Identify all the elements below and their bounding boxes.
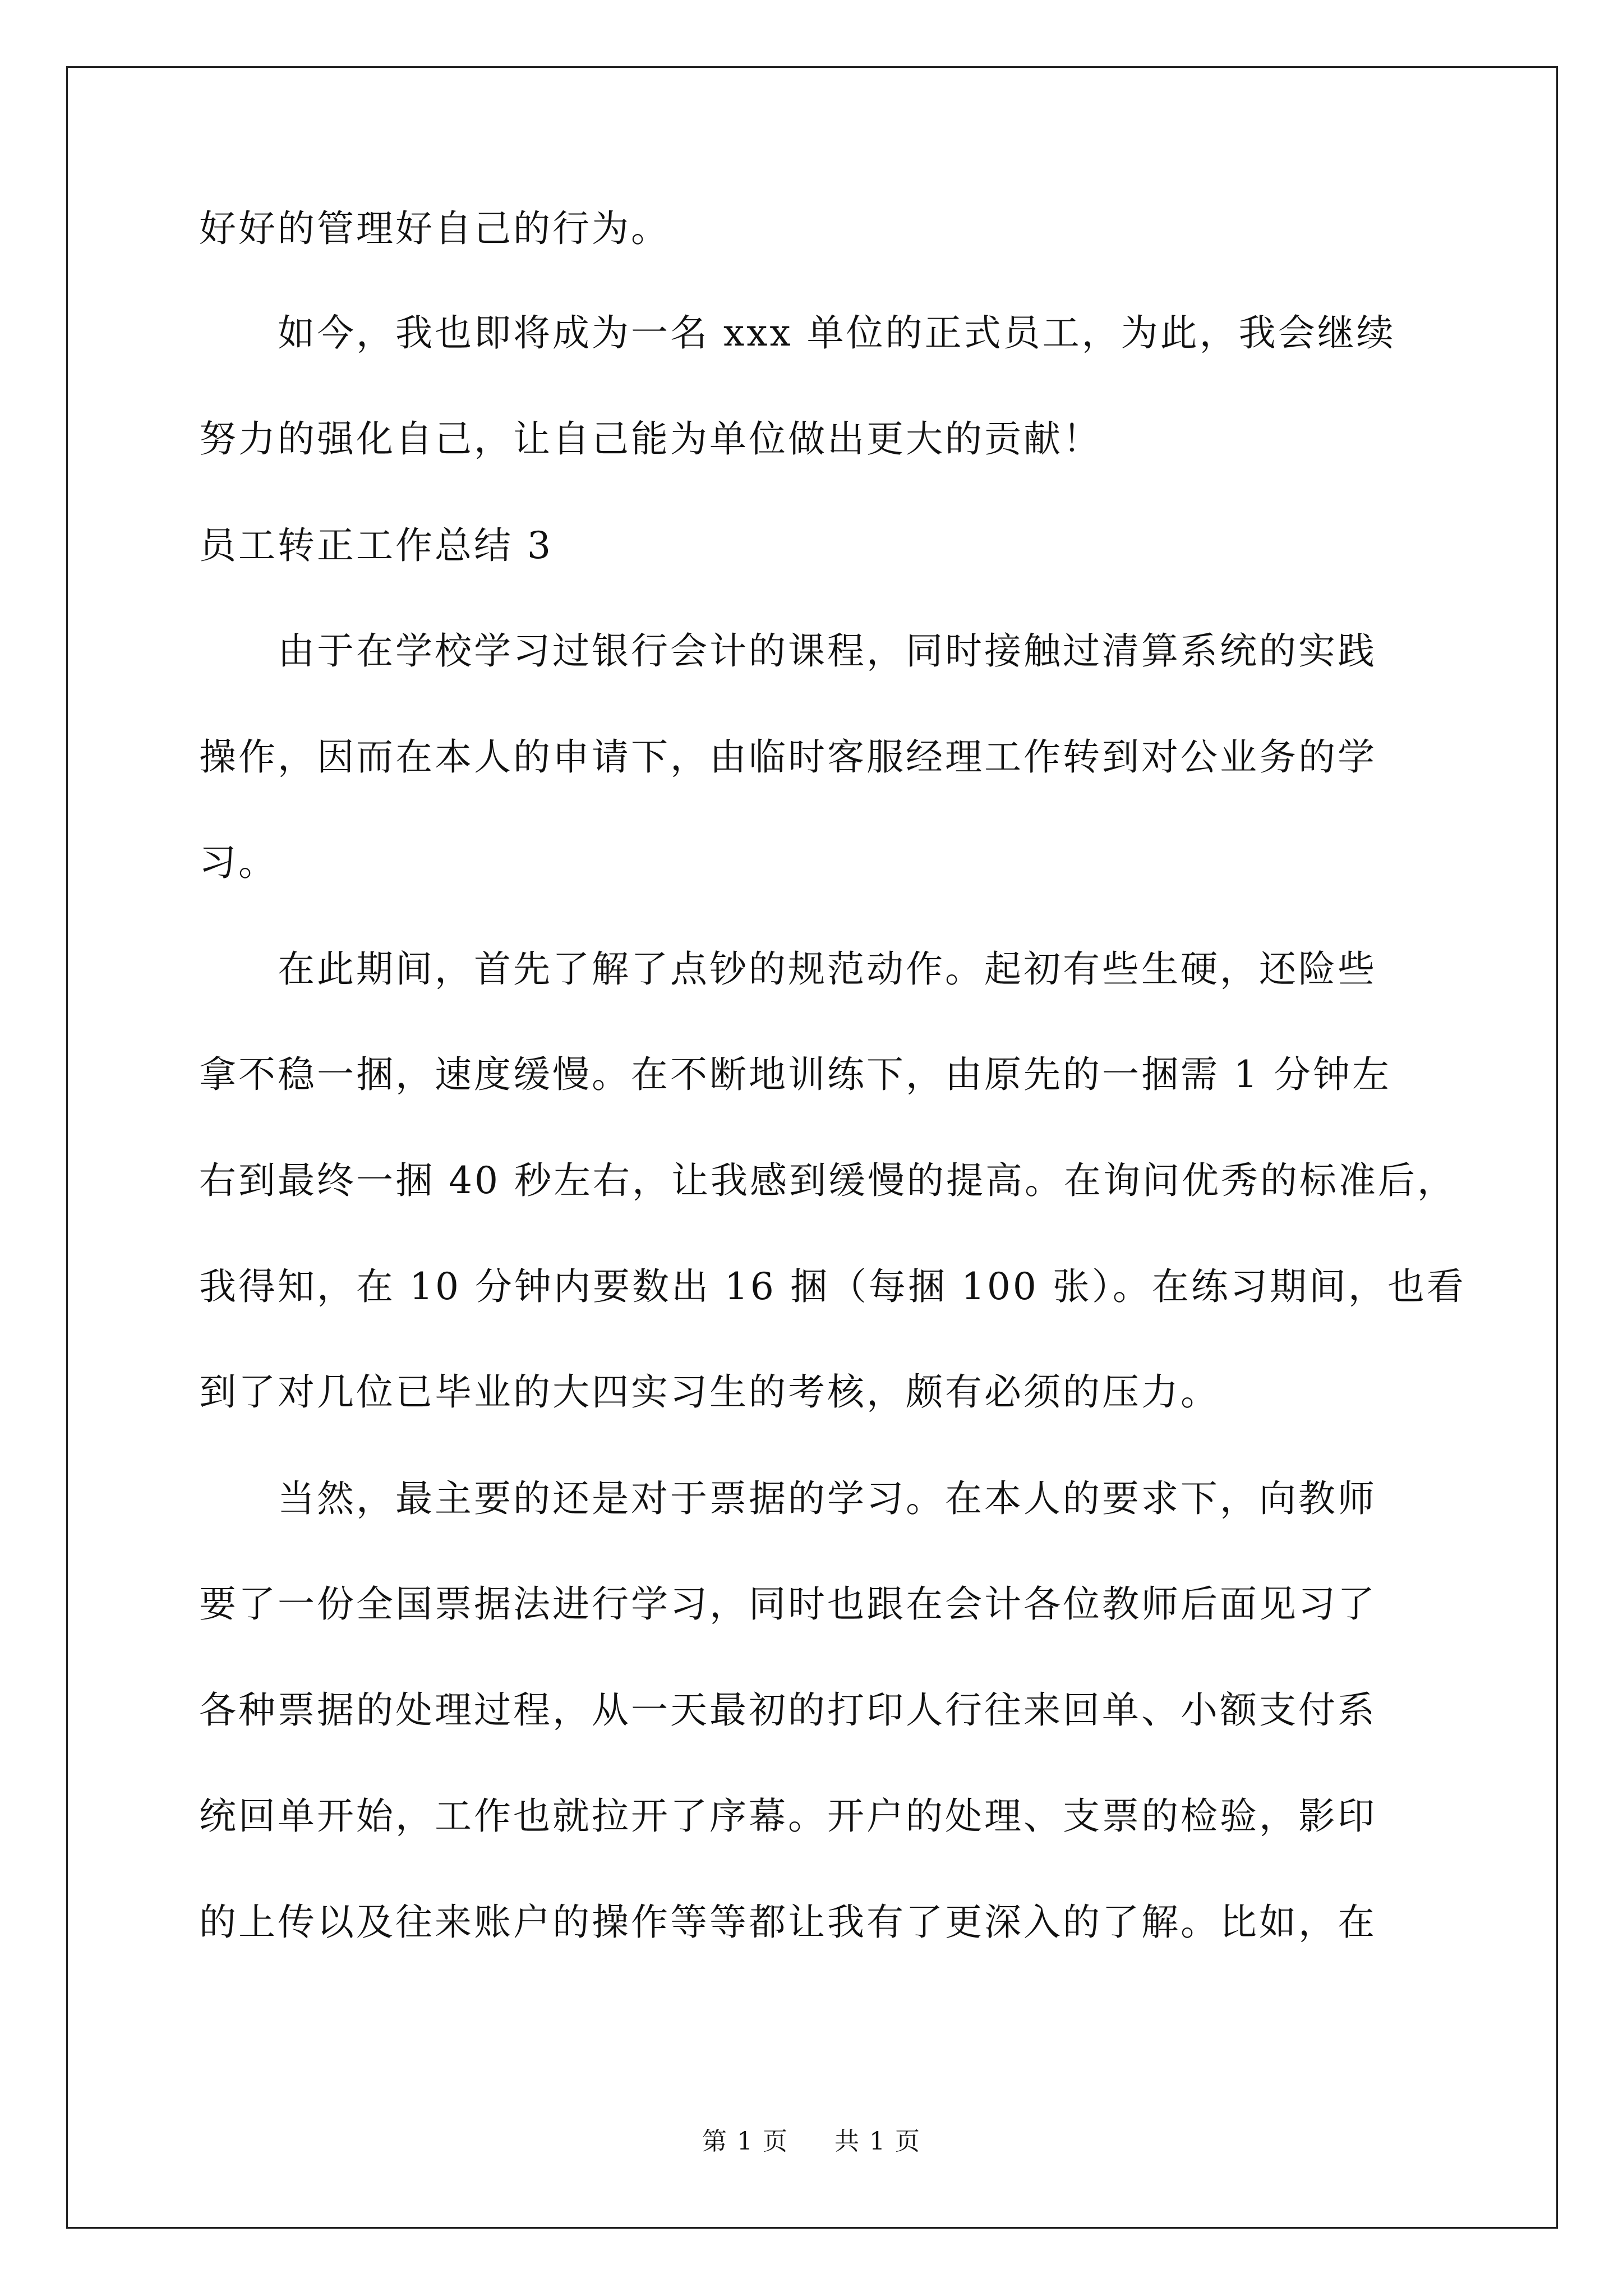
text-line: 到了对几位已毕业的大四实习生的考核，颇有必须的压力。 <box>199 1370 1220 1414</box>
text-line: 统回单开始，工作也就拉开了序幕。开户的处理、支票的检验，影印 <box>199 1795 1377 1838</box>
text-line: 如今，我也即将成为一名 xxx 单位的正式员工，为此，我会继续 <box>199 311 1396 355</box>
text-line: 由于在学校学习过银行会计的课程，同时接触过清算系统的实践 <box>199 629 1377 673</box>
page-footer <box>0 2129 1623 2154</box>
page-number: 第 1 页 <box>702 2127 789 2156</box>
text-line: 好好的管理好自己的行为。 <box>199 207 670 250</box>
text-line: 拿不稳一捆，速度缓慢。在不断地训练下，由原先的一捆需 1 分钟左 <box>199 1053 1391 1096</box>
text-line: 习。 <box>199 841 278 884</box>
text-line: 要了一份全国票据法进行学习，同时也跟在会计各位教师后面见习了 <box>199 1582 1377 1626</box>
page-total: 共 1 页 <box>834 2127 921 2156</box>
text-line: 的上传以及往来账户的操作等等都让我有了更深入的了解。比如，在 <box>199 1901 1377 1944</box>
text-line: 各种票据的处理过程，从一天最初的打印人行往来回单、小额支付系 <box>199 1688 1377 1732</box>
text-line: 我得知，在 10 分钟内要数出 16 捆（每捆 100 张）。在练习期间，也看 <box>199 1265 1466 1308</box>
text-line: 在此期间，首先了解了点钞的规范动作。起初有些生硬，还险些 <box>199 947 1377 991</box>
section-heading: 员工转正工作总结 3 <box>199 524 553 567</box>
text-line: 操作，因而在本人的申请下，由临时客服经理工作转到对公业务的学 <box>199 735 1377 779</box>
text-line: 右到最终一捆 40 秒左右，让我感到缓慢的提高。在询问优秀的标准后， <box>199 1159 1456 1202</box>
text-line: 努力的强化自己，让自己能为单位做出更大的贡献！ <box>199 417 1102 461</box>
text-line: 当然，最主要的还是对于票据的学习。在本人的要求下，向教师 <box>199 1477 1377 1520</box>
